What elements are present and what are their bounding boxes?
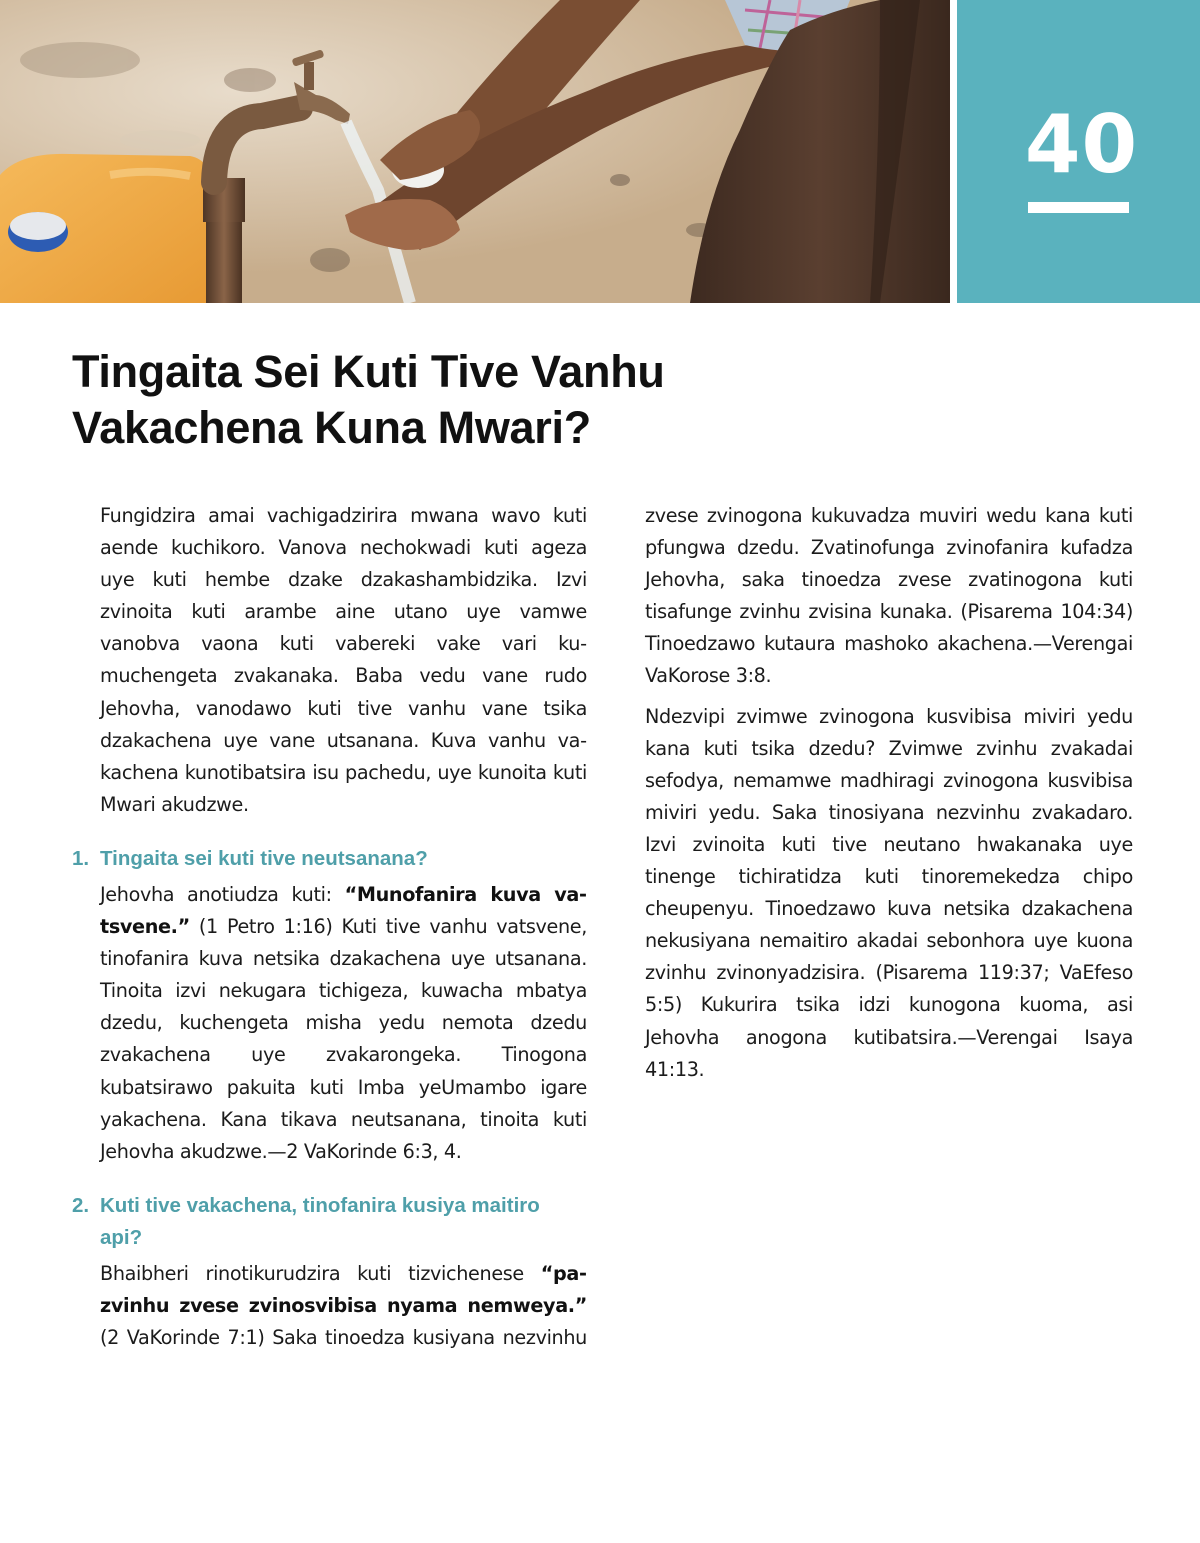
section-1-text-start: Jehovha anotiudza kuti: xyxy=(100,882,345,906)
section-2-paragraph-1 xyxy=(72,1258,587,1354)
question-1 xyxy=(72,843,587,875)
section-2-text-start: Bhaibheri rinotikurudzira kuti tizvichenese xyxy=(100,1261,541,1285)
question-text: Tingaita sei kuti tive neutsanana? xyxy=(100,846,428,870)
question-text: Kuti tive vakachena, tinofanira kusiya maitiro api? xyxy=(100,1193,540,1249)
chapter-underline xyxy=(1028,202,1129,213)
title-line-2: Vakachena Kuna Mwari? xyxy=(72,402,591,453)
header-photo xyxy=(0,0,950,303)
section-2-scripture-quote: “pazvinhu zvese zvinosvibisa nyama nemweya.” xyxy=(100,1261,587,1317)
section-2-text-end: (2 VaKorinde 7:1) Saka tinoedza kusiyana nezvinhu xyxy=(100,1325,587,1349)
intro-paragraph: Fungidzira amai vachigadzirira mwana wavo kuti aende kuchikoro. Vanova nechokwadi kuti ageza uye kuti hembe dzake dzakashambidzika. Izvi zvinoita kuti arambe aine utano uye vamwe vanobva vaona kuti vabereki vake vari kumuchengeta zvakanaka. Baba vedu vane rudo Jehovha, vanodawo kuti tive vanhu vane tsika dzakachena uye vane utsanana. Kuva vanhu vakachena kunotibatsira isu pachedu, uye kunoita kuti Mwari akudzwe. xyxy=(100,504,587,816)
section-1-paragraph xyxy=(72,879,587,1168)
section-1-scripture-quote: “Munofanira kuva vatsvene.” xyxy=(100,882,587,939)
right-column xyxy=(645,500,1133,1086)
left-column xyxy=(72,500,587,1354)
chapter-badge xyxy=(957,0,1200,303)
page-title xyxy=(72,344,832,456)
section-2-paragraph-1-continued: zvese zvinogona kukuvadza muviri wedu kana kuti pfungwa dzedu. Zvatinofunga zvinofanira kufadza Jehovha, saka tinoedza zvese zvatinogona kuti tisafunge zvinhu zvisina kunaka. (Pisarema 104:34) Tinoedzawo kutaura mashoko akachena.—Verengai VaKorose 3:8. xyxy=(645,504,1133,688)
section-1-text-end: (1 Petro 1:16) Kuti tive vanhu vatsvene, tinofanira kuva netsika dzakachena uye utsanana. Tinoita izvi nekugara tichigeza, kuwacha mbatya dzedu, kuchengeta misha yedu nemota dzedu zvakachena uye zvakarongeka. Tinogona kubatsirawo pakuita kuti Imba yeUmambo igare yakachena. Kana tikava neutsanana, tinoita kuti Jehovha akudzwe.—2 VaKorinde 6:3, 4. xyxy=(100,915,587,1163)
handwashing-photo-icon xyxy=(0,0,950,303)
section-2-paragraph-2: Ndezvipi zvimwe zvinogona kusvibisa miviri yedu kana kuti tsika dzedu? Zvimwe zvinhu zvakadai sefodya, nemamwe madhiragi zvinogona kusvibisa miviri yedu. Saka tinosiyana nezvinhu zvakadaro. Izvi zvinoita kuti tive neutano hwakanaka uye tinenge tichiratidza kuti tinoremekedza chipo cheupenyu. Tinoedzawo kuva netsika dzakachena nekusiyana nemaitiro akadai sebonhora uye kuona zvinhu zvinonyadzisira. (Pisarema 119:37; VaEfeso 5:5) Kukurira tsika idzi kunogona kuoma, asi Jehovha anogona kutibatsira.—Verengai Isaya 41:13. xyxy=(645,704,1133,1081)
question-number: 2. xyxy=(72,1193,90,1217)
title-line-1: Tingaita Sei Kuti Tive Vanhu xyxy=(72,346,665,397)
chapter-number: 40 xyxy=(1024,98,1139,191)
question-2 xyxy=(72,1190,587,1254)
question-number: 1. xyxy=(72,846,90,870)
